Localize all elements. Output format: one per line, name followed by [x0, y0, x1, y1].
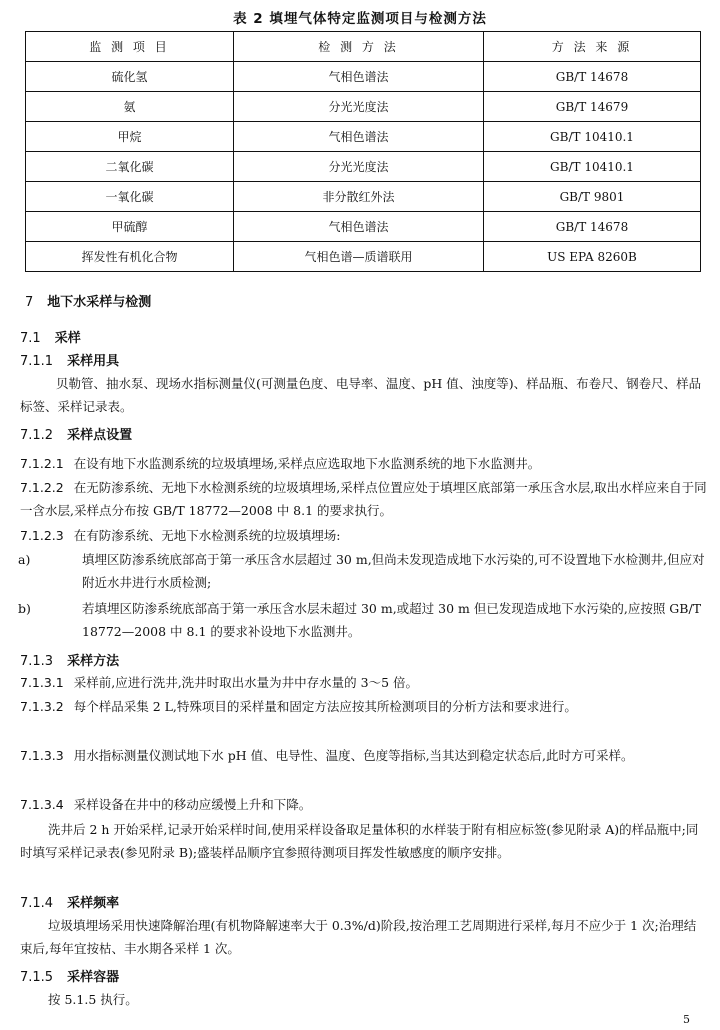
clause-number: 7.1.3.4 — [20, 797, 64, 812]
header-item: 监 测 项 目 — [26, 32, 234, 62]
section-number: 7 — [25, 295, 34, 310]
clause-text: 在有防渗系统、无地下水检测系统的垃圾填埋场: — [73, 528, 341, 543]
cell-source: GB/T 10410.1 — [484, 122, 701, 152]
cell-source: GB/T 9801 — [484, 182, 701, 212]
cell-source: GB/T 14679 — [484, 92, 701, 122]
section-title: 采样 — [54, 331, 81, 346]
cell-source: US EPA 8260B — [484, 242, 701, 272]
section-number: 7.1.4 — [20, 896, 54, 911]
section-heading-7-1 — [20, 327, 81, 346]
paragraph-7-1-4: 垃圾填埋场采用快速降解治理(有机物降解速率大于 0.3%/d)阶段,按治理工艺周期进行采样,每月不应少于 1 次;治理结束后,每年宜按枯、丰水期各采样 1 次。 — [20, 918, 697, 956]
page-number: 5 — [683, 1013, 690, 1026]
cell-source: GB/T 14678 — [484, 62, 701, 92]
clause-number: 7.1.2.3 — [20, 528, 64, 543]
table-row — [26, 212, 701, 242]
table-row — [26, 242, 701, 272]
paragraph-7-1-5: 按 5.1.5 执行。 — [48, 992, 138, 1007]
clause-7-1-3-1 — [20, 671, 708, 694]
clause-text: 采样设备在井中的移动应缓慢上升和下降。 — [73, 797, 312, 812]
cell-method: 气相色谱法 — [234, 212, 484, 242]
clause-7-1-2-2 — [20, 476, 708, 522]
header-source: 方 法 来 源 — [484, 32, 701, 62]
table-caption: 表 2 填埋气体特定监测项目与检测方法 — [233, 11, 487, 27]
section-title: 采样用具 — [67, 354, 120, 369]
cell-item: 一氧化碳 — [26, 182, 234, 212]
cell-item: 甲烷 — [26, 122, 234, 152]
cell-method: 气相色谱法 — [234, 62, 484, 92]
clause-7-1-3-3 — [20, 744, 708, 767]
clause-number: 7.1.3.2 — [20, 699, 64, 714]
paragraph-7-1-3-4-detail: 洗井后 2 h 开始采样,记录开始采样时间,使用采样设备取足量体积的水样装于附有相应标签(参见附录 A)的样品瓶中;同时填写采样记录表(参见附录 B);盛装样品顺序宜参照待测项目挥发性敏感度的顺序安排。 — [20, 822, 699, 860]
cell-method: 非分散红外法 — [234, 182, 484, 212]
cell-method: 气相色谱—质谱联用 — [234, 242, 484, 272]
section-heading-7-1-5 — [20, 966, 119, 985]
list-text: 填埋区防渗系统底部高于第一承压含水层超过 30 m,但尚未发现造成地下水污染的,可不设置地下水检测井,但应对附近水井进行水质检测; — [82, 552, 705, 590]
header-method: 检 测 方 法 — [234, 32, 484, 62]
cell-method: 气相色谱法 — [234, 122, 484, 152]
list-text: 若填埋区防渗系统底部高于第一承压含水层未超过 30 m,或超过 30 m 但已发现造成地下水污染的,应按照 GB/T 18772—2008 中 8.1 的要求补设地下水监测井。 — [82, 601, 702, 639]
clause-7-1-2-1 — [20, 452, 708, 475]
clause-number: 7.1.3.3 — [20, 748, 64, 763]
table-row — [26, 182, 701, 212]
section-heading-7-1-2 — [20, 424, 132, 443]
clause-number: 7.1.2.1 — [20, 456, 64, 471]
section-title: 采样频率 — [67, 896, 120, 911]
table-header-row — [26, 32, 701, 62]
section-heading-7-1-3 — [20, 650, 119, 669]
cell-source: GB/T 10410.1 — [484, 152, 701, 182]
section-heading-7-1-1 — [20, 350, 119, 369]
list-label: b) — [18, 601, 31, 616]
section-heading-7-1-4 — [20, 892, 119, 911]
cell-method: 分光光度法 — [234, 92, 484, 122]
clause-7-1-3-2 — [20, 695, 708, 718]
clause-text: 每个样品采集 2 L,特殊项目的采样量和固定方法应按其所检测项目的分析方法和要求进行。 — [73, 699, 577, 714]
table-row — [26, 122, 701, 152]
cell-item: 二氧化碳 — [26, 152, 234, 182]
monitoring-method-table — [25, 31, 701, 272]
clause-7-1-3-4 — [20, 793, 708, 816]
section-number: 7.1 — [20, 331, 41, 346]
paragraph-7-1-1: 贝勒管、抽水泵、现场水指标测量仪(可测量色度、电导率、温度、pH 值、浊度等)、样品瓶、布卷尺、钢卷尺、样品标签、采样记录表。 — [20, 376, 702, 414]
clause-text: 用水指标测量仪测试地下水 pH 值、电导性、温度、色度等指标,当其达到稳定状态后,此时方可采样。 — [73, 748, 634, 763]
section-title: 地下水采样与检测 — [47, 295, 152, 310]
section-title: 采样容器 — [67, 970, 120, 985]
table-row — [26, 92, 701, 122]
list-item-b — [18, 597, 708, 643]
cell-item: 甲硫醇 — [26, 212, 234, 242]
section-number: 7.1.5 — [20, 970, 54, 985]
clause-7-1-2-3 — [20, 524, 708, 547]
list-item-a — [18, 548, 708, 594]
section-title: 采样方法 — [67, 654, 120, 669]
section-number: 7.1.3 — [20, 654, 54, 669]
cell-item: 挥发性有机化合物 — [26, 242, 234, 272]
section-number: 7.1.2 — [20, 428, 54, 443]
cell-item: 氨 — [26, 92, 234, 122]
section-title: 采样点设置 — [67, 428, 133, 443]
clause-text: 在无防渗系统、无地下水检测系统的垃圾填埋场,采样点位置应处于填埋区底部第一承压含水层,取出水样应来自于同一含水层,采样点分布按 GB/T 18772—2008 中 8.1 的要求执行。 — [20, 480, 707, 518]
clause-text: 在设有地下水监测系统的垃圾填埋场,采样点应选取地下水监测系统的地下水监测井。 — [73, 456, 541, 471]
clause-text: 采样前,应进行洗井,洗井时取出水量为井中存水量的 3～5 倍。 — [73, 675, 419, 690]
section-heading-7 — [25, 291, 151, 310]
section-number: 7.1.1 — [20, 354, 54, 369]
table-row — [26, 62, 701, 92]
cell-method: 分光光度法 — [234, 152, 484, 182]
cell-source: GB/T 14678 — [484, 212, 701, 242]
list-label: a) — [18, 552, 31, 567]
clause-number: 7.1.3.1 — [20, 675, 64, 690]
table-row — [26, 152, 701, 182]
cell-item: 硫化氢 — [26, 62, 234, 92]
clause-number: 7.1.2.2 — [20, 480, 64, 495]
